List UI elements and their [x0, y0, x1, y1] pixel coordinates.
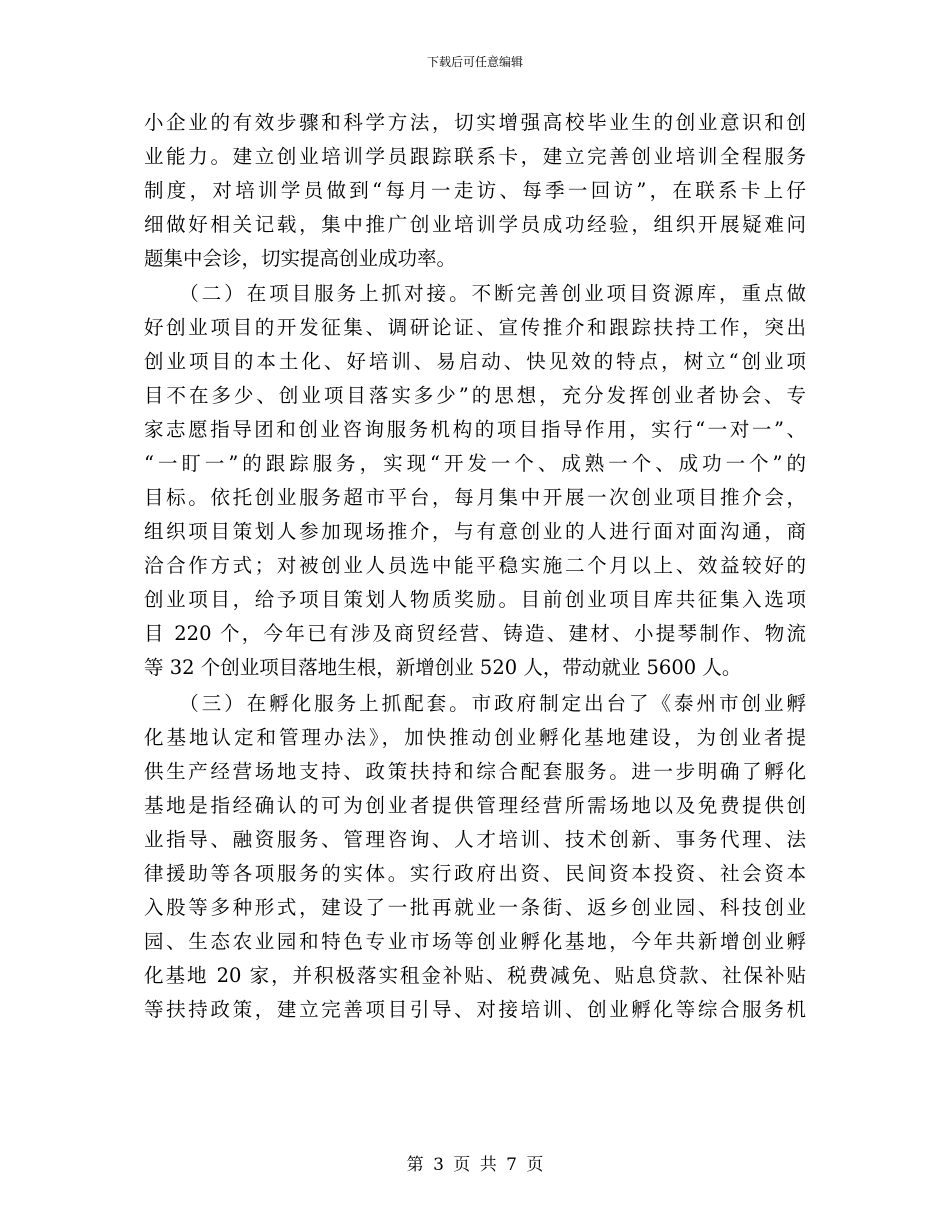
text-line: 业指导、融资服务、管理咨询、人才培训、技术创新、事务代理、法	[144, 827, 806, 851]
text-line: 创业项目的本土化、好培训、易启动、快见效的特点，树立“创业项	[144, 350, 806, 374]
text-line: 等扶持政策，建立完善项目引导、对接培训、创业孵化等综合服务机	[144, 997, 806, 1021]
text-line: 好创业项目的开发征集、调研论证、宣传推介和跟踪扶持工作，突出	[144, 316, 806, 340]
text-line: 家志愿指导团和创业咨询服务机构的项目指导作用，实行“一对一”、	[144, 418, 806, 442]
document-body	[144, 106, 806, 1028]
text-line: 创业项目，给予项目策划人物质奖励。目前创业项目库共征集入选项	[144, 588, 806, 612]
page-number-footer: 第 3 页 共 7 页	[406, 1155, 544, 1175]
text-line: 供生产经营场地支持、政策扶持和综合配套服务。进一步明确了孵化	[144, 759, 806, 783]
text-line: 小企业的有效步骤和科学方法，切实增强高校毕业生的创业意识和创	[144, 111, 806, 134]
text-line: 等 32 个创业项目落地生根，新增创业 520 人，带动就业 5600 人。	[144, 656, 742, 680]
text-line: “一盯一”的跟踪服务，实现“开发一个、成熟一个、成功一个”的	[144, 452, 806, 476]
page-header: 下载后可任意编辑	[426, 55, 523, 69]
text-line: （二）在项目服务上抓对接。不断完善创业项目资源库，重点做	[144, 282, 806, 306]
text-line: 细做好相关记载，集中推广创业培训学员成功经验，组织开展疑难问	[144, 213, 806, 236]
text-line: 业能力。建立创业培训学员跟踪联系卡，建立完善创业培训全程服务	[144, 145, 806, 168]
text-line: 化基地认定和管理办法》，加快推动创业孵化基地建设，为创业者提	[144, 725, 806, 749]
text-line: 基地是指经确认的可为创业者提供管理经营所需场地以及免费提供创	[144, 793, 806, 817]
text-line: 园、生态农业园和特色专业市场等创业孵化基地，今年共新增创业孵	[144, 929, 806, 953]
text-line: 组织项目策划人参加现场推介，与有意创业的人进行面对面沟通，商	[144, 520, 806, 544]
text-line: （三）在孵化服务上抓配套。市政府制定出台了《泰州市创业孵	[144, 691, 806, 715]
text-line: 题集中会诊，切实提高创业成功率。	[144, 247, 457, 270]
text-line: 目不在多少、创业项目落实多少”的思想，充分发挥创业者协会、专	[144, 384, 806, 408]
text-line: 律援助等各项服务的实体。实行政府出资、民间资本投资、社会资本	[144, 861, 806, 885]
paragraph-3	[144, 687, 806, 1027]
text-line: 制度，对培训学员做到“每月一走访、每季一回访”，在联系卡上仔	[144, 179, 806, 202]
text-line: 洽合作方式；对被创业人员选中能平稳实施二个月以上、效益较好的	[144, 554, 806, 578]
text-line: 化基地 20 家，并积极落实租金补贴、税费减免、贴息贷款、社保补贴	[144, 963, 806, 987]
paragraph-2	[144, 277, 806, 685]
text-line: 入股等多种形式，建设了一批再就业一条街、返乡创业园、科技创业	[144, 895, 806, 919]
text-line: 目标。依托创业服务超市平台，每月集中开展一次创业项目推介会，	[144, 486, 806, 510]
text-line: 目 220 个，今年已有涉及商贸经营、铸造、建材、小提琴制作、物流	[144, 622, 806, 646]
paragraph-1	[144, 106, 806, 276]
